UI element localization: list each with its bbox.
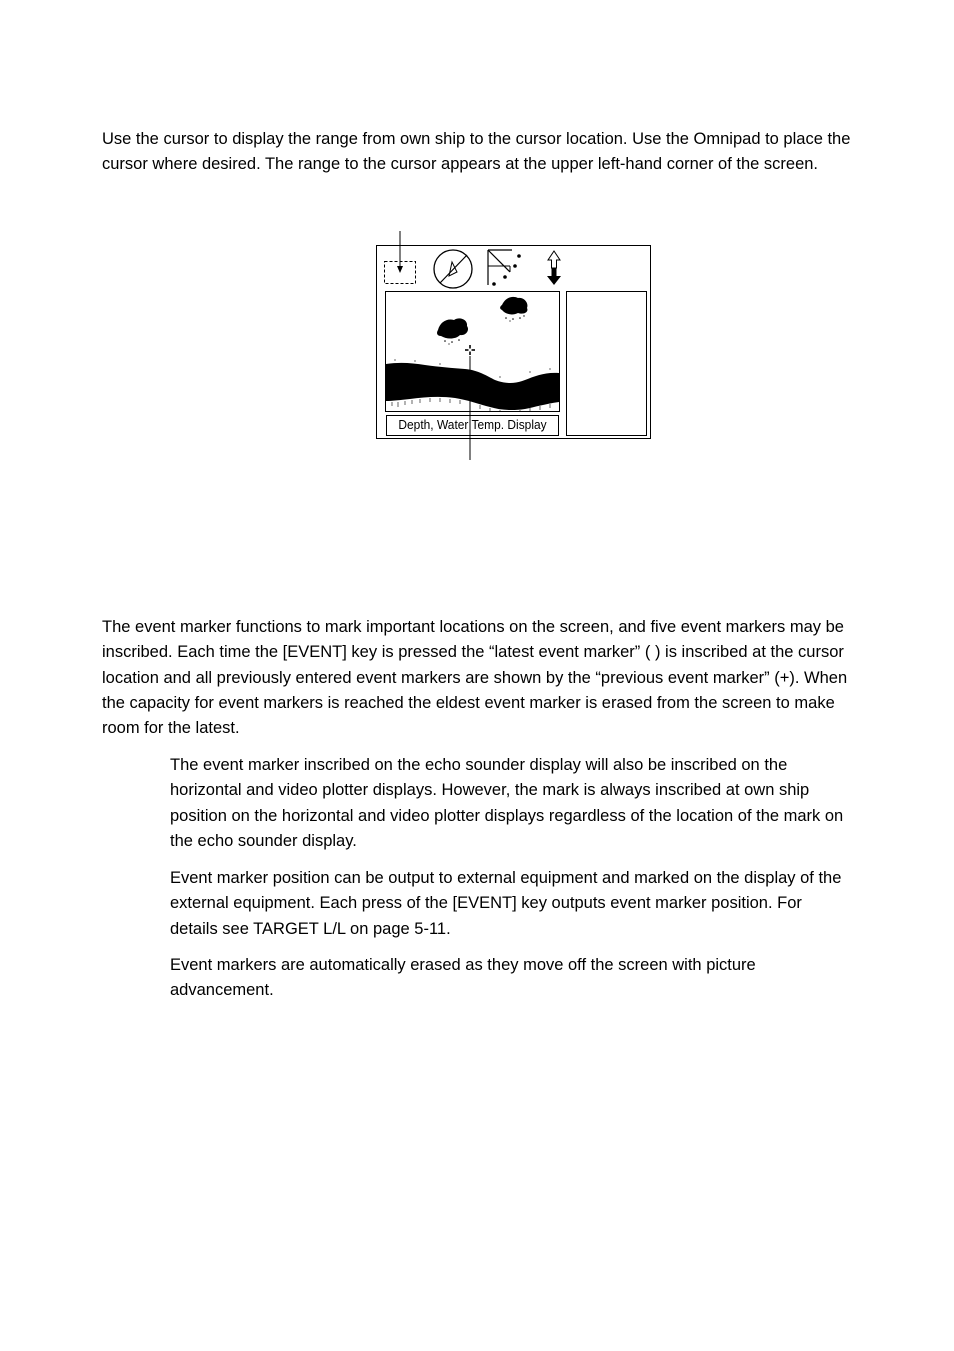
cursor-intro-paragraph: Use the cursor to display the range from own ship to the cursor location. Use the Omnipad to place the cursor where desired. The range to the cursor appears at the upper left-hand corner of the screen. (102, 130, 851, 174)
event-marker-paragraph: The event marker functions to mark important locations on the screen, and five event markers may be inscribed. Each time the [EVENT] key is pressed the “latest event marker” ( ) is inscribed at the cursor location and all previously entered event markers are shown by the “previous event marker” (+). When the capacity for event markers is reached the eldest event marker is erased from the screen to make room for the latest. (102, 618, 848, 738)
seabed-echo (386, 359, 559, 412)
up-down-arrow-icon (547, 251, 561, 285)
note-paragraph-1: The event marker inscribed on the echo sounder display will also be inscribed on the horizontal and video plotter displays. However, the mark is always inscribed at own ship position on the horizontal and video plotter displays regardless of the location of the mark on the echo sounder display. (170, 756, 844, 850)
depth-water-temp-label: Depth, Water Temp. Display (398, 417, 547, 432)
right-panel (567, 292, 647, 436)
ship-heading-icon (434, 250, 472, 288)
note-paragraph-3: Event markers are automatically erased as they move off the screen with picture advancement. (170, 956, 756, 1000)
note-paragraph-2: Event marker position can be output to external equipment and marked on the display of the external equipment. Each press of the [EVENT] key outputs event marker position. For details see TARGET L/L on page 5-11. (170, 869, 842, 938)
cursor-cross-icon (465, 345, 475, 355)
plotter-icon (488, 250, 521, 286)
fish-school-right (500, 297, 527, 322)
range-leader-arrowhead (397, 266, 403, 273)
fish-school-left (437, 318, 468, 344)
